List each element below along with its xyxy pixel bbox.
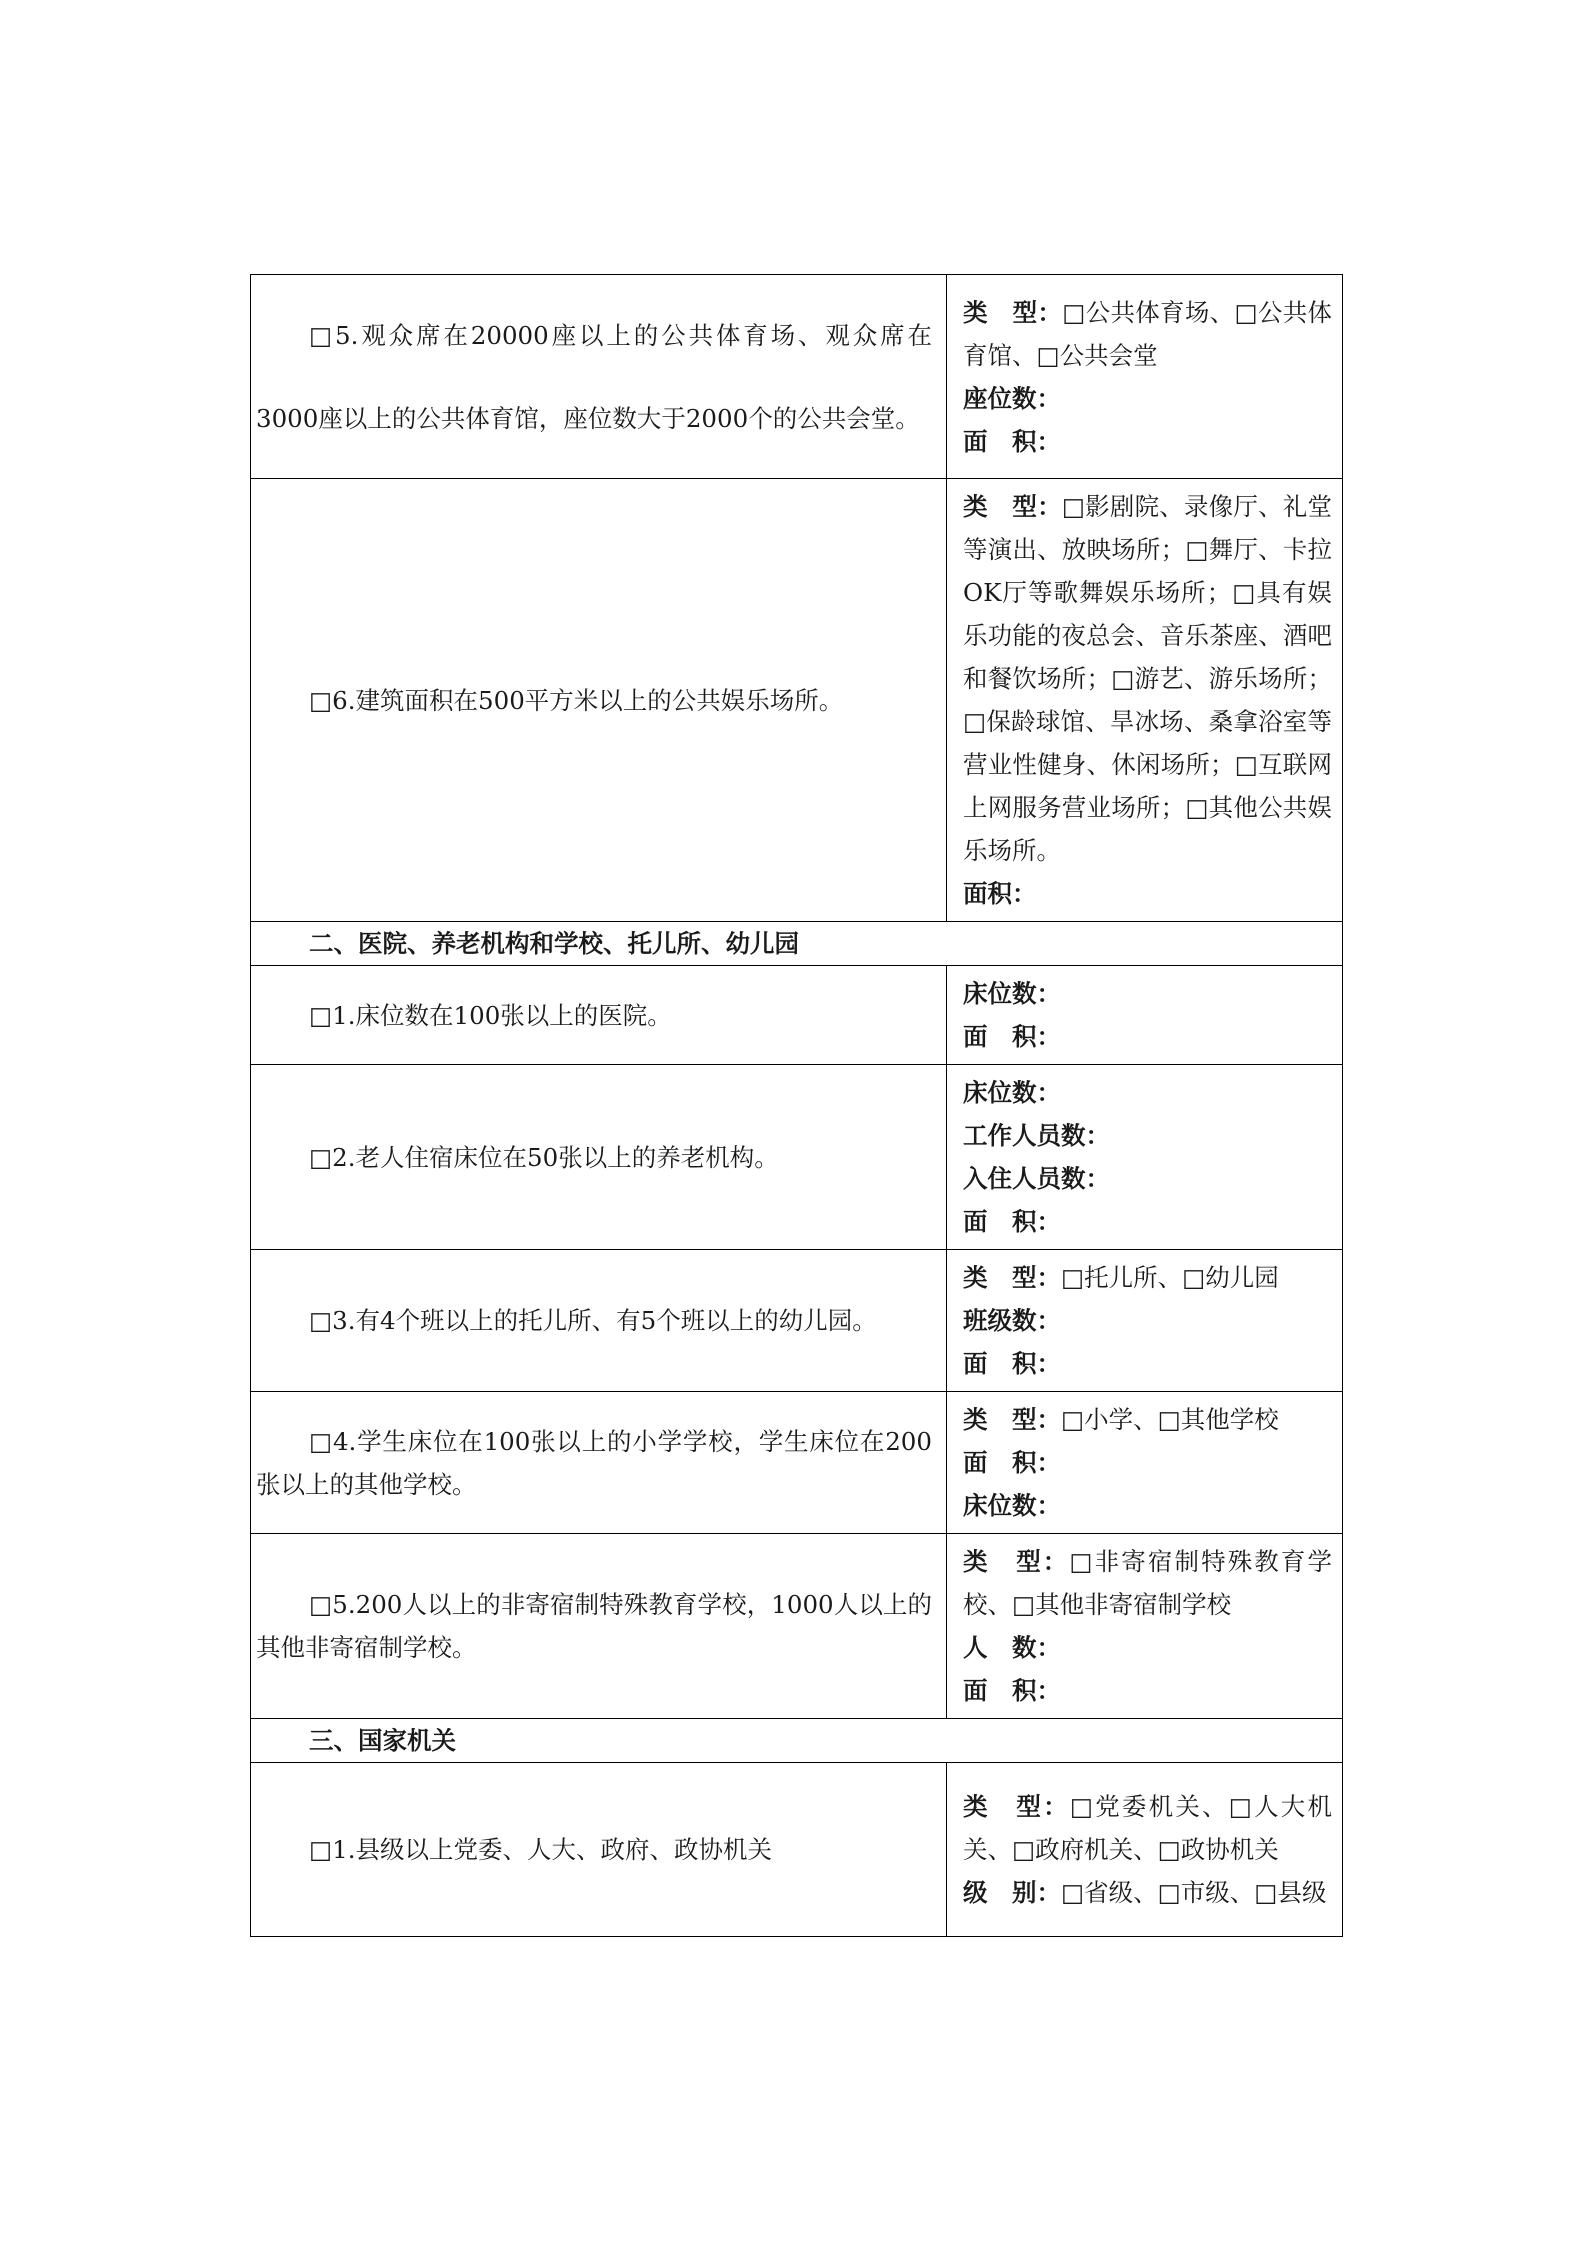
section-row — [251, 922, 1343, 966]
field-label: 类 型： — [963, 1547, 1070, 1576]
field-label: 类 型： — [963, 1405, 1061, 1434]
info-line — [963, 1626, 1332, 1669]
form-table — [250, 274, 1343, 1937]
info-line — [963, 1071, 1332, 1114]
info-cell — [947, 966, 1343, 1065]
item-cell — [251, 1392, 947, 1534]
info-cell — [947, 1392, 1343, 1534]
field-value: □党委机关、□人大机关、□政府机关、□政协机关 — [963, 1792, 1333, 1864]
field-label: 类 型： — [963, 492, 1062, 521]
table-row — [251, 1763, 1343, 1937]
info-line — [963, 1669, 1332, 1712]
table-row — [251, 1065, 1343, 1250]
item-text: □1.床位数在100张以上的医院。 — [309, 1000, 672, 1030]
section-title: 二、医院、养老机构和学校、托儿所、幼儿园 — [251, 922, 1343, 966]
item-text: □5.200人以上的非寄宿制特殊教育学校，1000人以上的其他非寄宿制学校。 — [256, 1590, 932, 1662]
info-line — [963, 972, 1332, 1015]
item-cell — [251, 1065, 947, 1250]
section-row — [251, 1719, 1343, 1763]
field-label: 类 型： — [963, 297, 1063, 327]
field-value: □非寄宿制特殊教育学校、□其他非寄宿制学校 — [963, 1547, 1332, 1619]
info-cell — [947, 1065, 1343, 1250]
field-label: 床位数： — [963, 1491, 1061, 1520]
item-text: □4.学生床位在100张以上的小学学校，学生床位在200张以上的其他学校。 — [256, 1426, 932, 1499]
field-value: □公共体育场、□公共体育馆、□公共会堂 — [963, 297, 1333, 370]
field-label: 面 积： — [963, 1207, 1061, 1236]
info-line — [963, 291, 1332, 377]
info-line — [963, 872, 1332, 915]
info-line — [963, 1441, 1332, 1484]
info-line — [963, 1398, 1332, 1441]
info-cell — [947, 1534, 1343, 1719]
field-label: 级 别： — [963, 1878, 1061, 1907]
field-label: 面 积： — [963, 426, 1061, 456]
info-line — [963, 1342, 1332, 1385]
info-line — [963, 1540, 1332, 1626]
field-label: 面 积： — [963, 1022, 1061, 1051]
field-value: □托儿所、□幼儿园 — [1061, 1263, 1279, 1292]
item-cell — [251, 1534, 947, 1719]
item-text: □5.观众席在20000座以上的公共体育场、观众席在3000座以上的公共体育馆，座位数大于2000个的公共会堂。 — [256, 320, 932, 433]
info-cell — [947, 479, 1343, 922]
info-line — [963, 377, 1332, 420]
table-row — [251, 275, 1343, 479]
info-line — [963, 1200, 1332, 1243]
info-line — [963, 1157, 1332, 1200]
field-value: □省级、□市级、□县级 — [1061, 1878, 1327, 1907]
field-value: □影剧院、录像厅、礼堂等演出、放映场所；□舞厅、卡拉OK厅等歌舞娱乐场所；□具有娱乐功能的夜总会、音乐茶座、酒吧和餐饮场所；□游艺、游乐场所；□保龄球馆、旱冰场、桑拿浴室等营业性健身、休闲场所；□互联网上网服务营业场所；□其他公共娱乐场所。 — [963, 492, 1332, 865]
info-line — [963, 1299, 1332, 1342]
field-value: □小学、□其他学校 — [1061, 1405, 1279, 1434]
item-text: □1.县级以上党委、人大、政府、政协机关 — [309, 1835, 773, 1864]
info-line — [963, 1256, 1332, 1299]
item-cell — [251, 1763, 947, 1937]
info-cell — [947, 1250, 1343, 1392]
item-cell — [251, 275, 947, 479]
table-row — [251, 1534, 1343, 1719]
field-label: 床位数： — [963, 1078, 1061, 1107]
item-cell — [251, 966, 947, 1065]
section-title: 三、国家机关 — [251, 1719, 1343, 1763]
field-label: 入住人员数： — [963, 1164, 1110, 1193]
info-line — [963, 1484, 1332, 1527]
field-label: 床位数： — [963, 979, 1061, 1008]
item-text: □6.建筑面积在500平方米以上的公共娱乐场所。 — [309, 685, 844, 715]
info-line — [963, 1871, 1332, 1914]
field-label: 面 积： — [963, 1448, 1061, 1477]
field-label: 人 数： — [963, 1633, 1061, 1662]
table-row — [251, 966, 1343, 1065]
info-line — [963, 1785, 1332, 1871]
field-label: 类 型： — [963, 1792, 1070, 1821]
field-label: 座位数： — [963, 383, 1061, 413]
table-row — [251, 479, 1343, 922]
info-line — [963, 485, 1332, 872]
field-label: 面 积： — [963, 1676, 1061, 1705]
field-label: 面积： — [963, 879, 1037, 908]
table-row — [251, 1250, 1343, 1392]
field-label: 类 型： — [963, 1263, 1061, 1292]
item-cell — [251, 479, 947, 922]
field-label: 面 积： — [963, 1349, 1061, 1378]
info-cell — [947, 1763, 1343, 1937]
item-cell — [251, 1250, 947, 1392]
info-line — [963, 1114, 1332, 1157]
info-cell — [947, 275, 1343, 479]
field-label: 班级数： — [963, 1306, 1061, 1335]
item-text: □2.老人住宿床位在50张以上的养老机构。 — [309, 1142, 779, 1172]
info-line — [963, 420, 1332, 463]
item-text: □3.有4个班以上的托儿所、有5个班以上的幼儿园。 — [309, 1306, 877, 1335]
info-line — [963, 1015, 1332, 1058]
field-label: 工作人员数： — [963, 1121, 1110, 1150]
table-row — [251, 1392, 1343, 1534]
